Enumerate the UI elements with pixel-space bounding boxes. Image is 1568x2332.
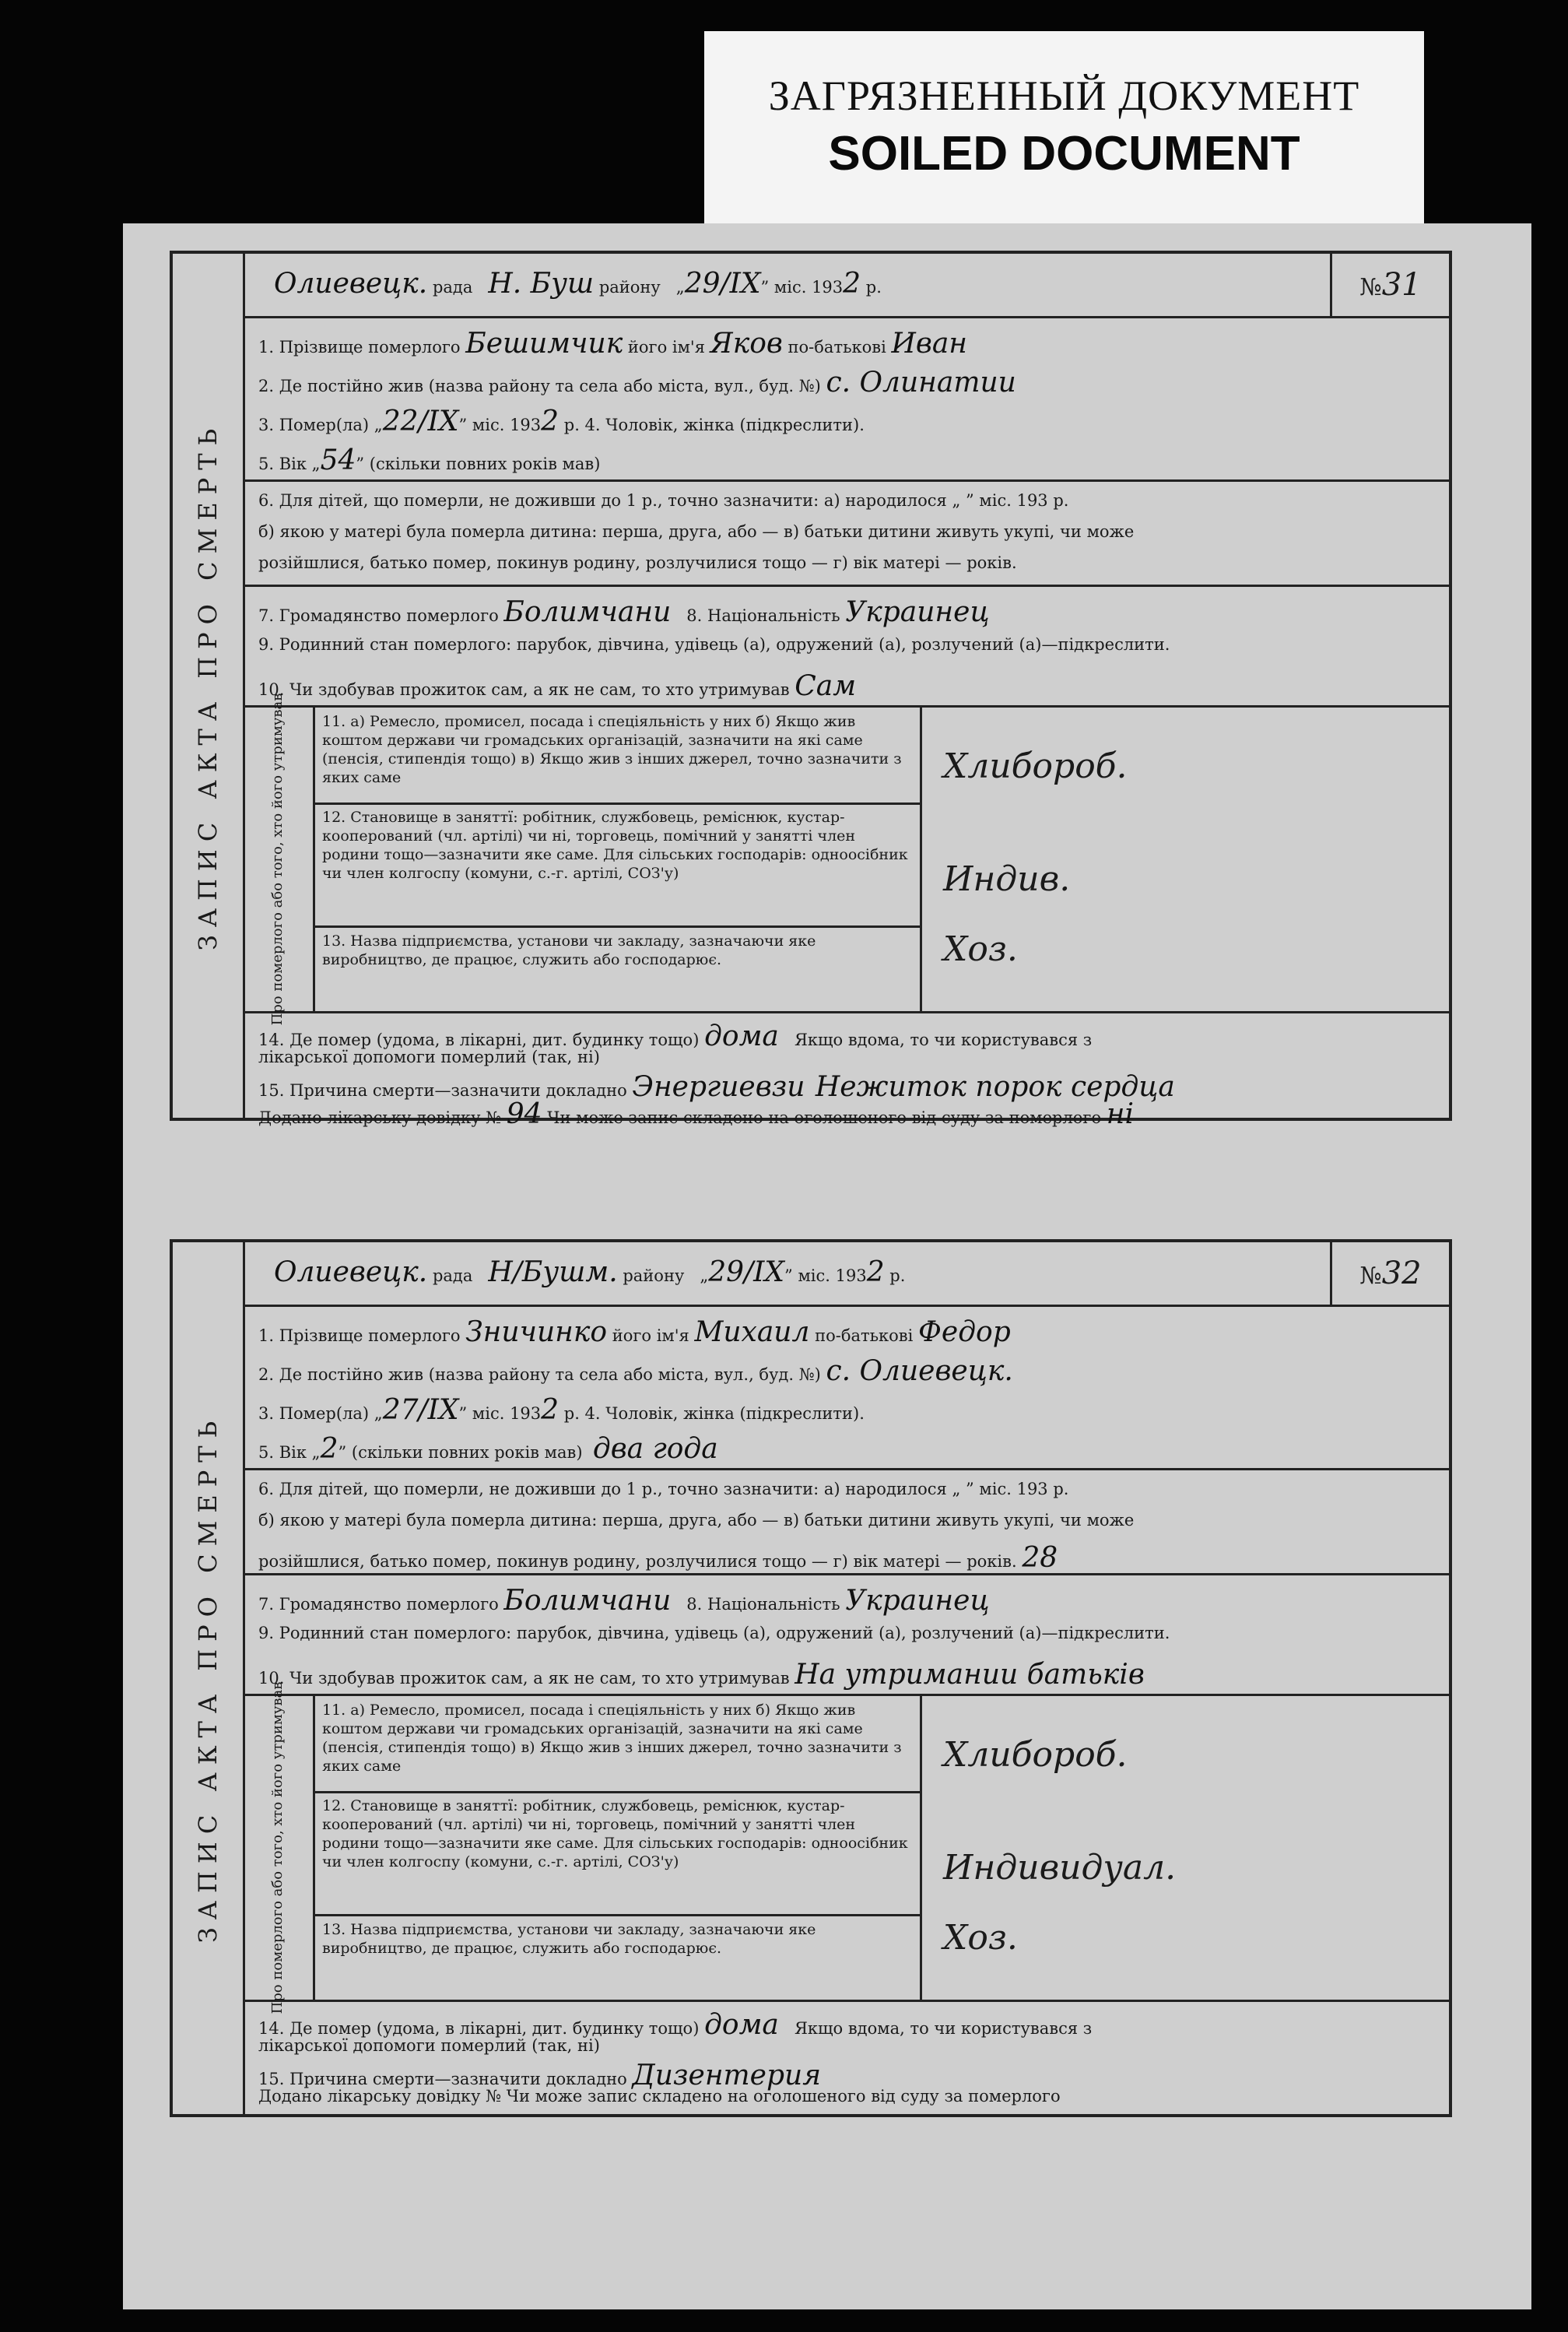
record-header: Олиевецк. рада Н/Бушм. району „29/IX” міс. 1932 р. №32 [243, 1242, 1449, 1307]
death-record-31: ЗАПИС АКТА ПРО СМЕРТЬ Олиевецк. рада Н. Буш району „29/IX” міс. 1932 р. №31 1. Прізвище померлого Бешимчик його ім'я Яков по-батькові Иван 2. Де постійно жив (назва району та села або міста, вул., буд. №) с. Олинатии 3. Помер(ла) „22/IX” міс. 1932 р. 4. Чоловік, жінка (підкреслити). 5. Вік „54” (скільки повних років мав) 6. Для дітей, що померли, не доживши до 1 р., точно зазначити: а) народилося „ ” міс. 193 р. б) якою у матері була померла дитина: перша, друга, або — в) батьки дитини живуть укупі, чи може розійшлися, батько помер, покинув родину, розлучилися тощо — г) вік матері — років. 7. Громадянство померлого Болимчани 8. Національність Украинец 9. Родинний стан померлого: парубок, дівчина, удівець (а), одружений (а), розлучений (а)—підкреслити. 10. Чи здобував прожиток сам, а як не сам, то хто утримував Сам Про померлого або того, хто його утримував 11. а) Ремесло, промисел, посада і спеціяльність у них б) Якщо жив коштом держави чи громадських організацій, зазначити на які саме (пенсія, стипендія тощо) в) Якщо жив з інших джерел, точно зазначити з яких саме 12. Становище в заняттї: робітник, службовець, реміснюк, кустар-кооперований (чл. артілі) чи ні, торговець, помічний у занятті член родини тощо—зазначити яке саме. Для сільських господарів: одноосібник чи член колгоспу (комуни, с.-г. артілі, СОЗ'у) 13. Назва підприємства, установи чи закладу, зазначаючи яке виробництво, де працює, служить або господарює. Хлибороб. Индив. Хоз. 14. Де помер (удома, в лікарні, дит. будинку тощо) дома Якщо вдома, то чи користувався з лікарської допомоги померлий (так, ні) 15. Причина смерти—зазначити докладно Энергиевзи Нежиток порок сердца Додано лікарську довідку № 94 Чи може запис складено на оголошеного від суду за померлого ні [170, 251, 1452, 1121]
record-number: №32 [1330, 1242, 1449, 1305]
stamp-russian: ЗАГРЯЗНЕННЫЙ ДОКУМЕНТ [768, 72, 1360, 119]
soiled-document-stamp [704, 31, 1424, 226]
death-record-32: ЗАПИС АКТА ПРО СМЕРТЬ Олиевецк. рада Н/Бушм. району „29/IX” міс. 1932 р. №32 1. Прізвище померлого Зничинко його ім'я Михаил по-батькові Федор 2. Де постійно жив (назва району та села або міста, вул., буд. №) с. Олиевецк. 3. Помер(ла) „27/IX” міс. 1932 р. 4. Чоловік, жінка (підкреслити). 5. Вік „2” (скільки повних років мав) два года 6. Для дітей, що померли, не доживши до 1 р., точно зазначити: а) народилося „ ” міс. 193 р. б) якою у матері була померла дитина: перша, друга, або — в) батьки дитини живуть укупі, чи може розійшлися, батько помер, покинув родину, розлучилися тощо — г) вік матері — років. 28 7. Громадянство померлого Болимчани 8. Національність Украинец 9. Родинний стан померлого: парубок, дівчина, удівець (а), одружений (а), розлучений (а)—підкреслити. 10. Чи здобував прожиток сам, а як не сам, то хто утримував На утримании батькiв Про померлого або того, хто його утримував 11. а) Ремесло, промисел, посада і спеціяльність у них б) Якщо жив коштом держави чи громадських організацій, зазначити на які саме (пенсія, стипендія тощо) в) Якщо жив з інших джерел, точно зазначити з яких саме 12. Становище в заняттї: робітник, службовець, реміснюк, кустар-кооперований (чл. артілі) чи ні, торговець, помічний у занятті член родини тощо—зазначити яке саме. Для сільських господарів: одноосібник чи член колгоспу (комуни, с.-г. артілі, СОЗ'у) 13. Назва підприємства, установи чи закладу, зазначаючи яке виробництво, де працює, служить або господарює. Хлибороб. Индивидуал. Хоз. 14. Де помер (удома, в лікарні, дит. будинку тощо) дома Якщо вдома, то чи користувався з лікарської допомоги померлий (так, ні) 15. Причина смерти—зазначити докладно Дизентерия Додано лікарську довідку № Чи може запис складено на оголошеного від суду за померлого [170, 1239, 1452, 2117]
record-number: №31 [1330, 254, 1449, 316]
stamp-english: SOILED DOCUMENT [828, 127, 1300, 181]
death-record-sheet [123, 223, 1531, 2309]
side-title: ЗАПИС АКТА ПРО СМЕРТЬ [173, 1242, 245, 2114]
occupation-block: Про померлого або того, хто його утримував 11. а) Ремесло, промисел, посада і спеціяльність у них б) Якщо жив коштом держави чи громадських організацій, зазначити на які саме (пенсія, стипендія тощо) в) Якщо жив з інших джерел, точно зазначити з яких саме 12. Становище в заняттї: робітник, службовець, реміснюк, кустар-кооперований (чл. артілі) чи ні, торговець, помічний у занятті член родини тощо—зазначити яке саме. Для сільських господарів: одноосібник чи член колгоспу (комуни, с.-г. артілі, СОЗ'у) 13. Назва підприємства, установи чи закладу, зазначаючи яке виробництво, де працює, служить або господарює. Хлибороб. Индив. Хоз. [243, 705, 1449, 1013]
record-header: Олиевецк. рада Н. Буш району „29/IX” міс. 1932 р. №31 [243, 254, 1449, 318]
occupation-block: Про померлого або того, хто його утримував 11. а) Ремесло, промисел, посада і спеціяльність у них б) Якщо жив коштом держави чи громадських організацій, зазначити на які саме (пенсія, стипендія тощо) в) Якщо жив з інших джерел, точно зазначити з яких саме 12. Становище в заняттї: робітник, службовець, реміснюк, кустар-кооперований (чл. артілі) чи ні, торговець, помічний у занятті член родини тощо—зазначити яке саме. Для сільських господарів: одноосібник чи член колгоспу (комуни, с.-г. артілі, СОЗ'у) 13. Назва підприємства, установи чи закладу, зазначаючи яке виробництво, де працює, служить або господарює. Хлибороб. Индивидуал. Хоз. [243, 1694, 1449, 2002]
side-title: ЗАПИС АКТА ПРО СМЕРТЬ [173, 254, 245, 1118]
